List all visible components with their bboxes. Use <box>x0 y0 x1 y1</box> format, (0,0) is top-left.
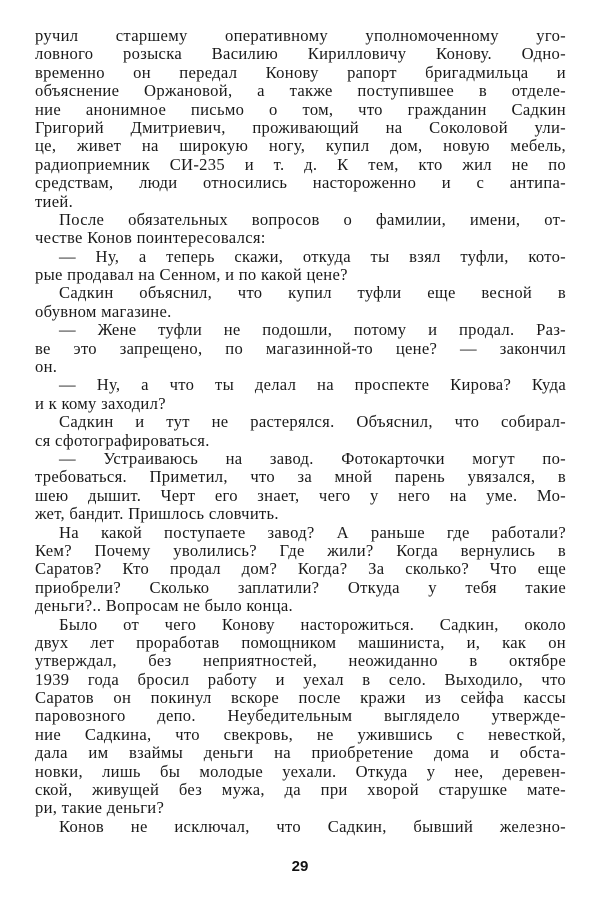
text-line: ние Садкина, что свекровь, не ужившись с невесткой, <box>35 724 566 744</box>
text-line: средствам, люди относились настороженно и с антипа- <box>35 173 566 193</box>
text-line: ние анонимное письмо о том, что гражданин Садкин <box>35 99 566 119</box>
text-line: новки, лишь бы молодые уехали. Откуда у нее, деревен- <box>35 761 566 781</box>
paragraph-first-line: — Устраиваюсь на завод. Фотокарточки могут по- <box>59 448 566 468</box>
text-line: ской, живущей без мужа, да при хворой старушке мате- <box>35 780 566 800</box>
paragraph-first-line: Садкин объяснил, что купил туфли еще весной в <box>59 283 566 303</box>
text-line: Саратов он покинул вскоре после кражи из сейфа кассы <box>35 688 566 708</box>
text-line: и к кому заходил? <box>35 393 166 413</box>
text-line: ручил старшему оперативному уполномоченному уго- <box>35 26 566 45</box>
text-line: ся сфотографироваться. <box>35 430 210 450</box>
text-line: шею дышит. Черт его знает, чего у него на уме. Мо- <box>35 485 566 505</box>
text-line: радиоприемник СИ-235 и т. д. К тем, кто жил не по <box>35 154 566 174</box>
text-line: временно он передал Конову рапорт бригадмильца и <box>35 62 566 82</box>
paragraph-first-line: После обязательных вопросов о фамилии, имени, от- <box>59 209 566 229</box>
text-line: ловного розыска Василию Кирилловичу Конову. Одно- <box>35 44 566 64</box>
page-body-text <box>35 27 566 836</box>
paragraph-first-line: — Жене туфли не подошли, потому и продал. Раз- <box>59 320 566 340</box>
text-line: Григорий Дмитриевич, проживающий на Соколовой ули- <box>35 117 566 137</box>
text-line: обувном магазине. <box>35 301 172 321</box>
text-line: паровозного депо. Неубедительным выглядело утвержде- <box>35 706 566 726</box>
text-line: деньги?.. Вопросам не было конца. <box>35 596 293 616</box>
text-line: дала им взаймы деньги на приобретение дома и обста- <box>35 743 566 763</box>
text-line: приобрели? Сколько заплатили? Откуда у тебя такие <box>35 577 566 597</box>
text-line: Саратов? Кто продал дом? Когда? За сколько? Что еще <box>35 559 566 579</box>
text-line: 1939 года бросил работу и уехал в село. Выходило, что <box>35 669 566 689</box>
text-line: двух лет проработав помощником машиниста, и, как он <box>35 632 566 652</box>
text-line: он. <box>35 357 58 377</box>
text-line: ри, такие деньги? <box>35 798 165 818</box>
paragraph-first-line: Садкин и тут не растерялся. Объяснил, что собирал- <box>59 412 566 432</box>
paragraph-first-line: — Ну, а что ты делал на проспекте Кирова? Куда <box>59 375 566 395</box>
paragraph-first-line: Было от чего Конову насторожиться. Садкин, около <box>59 614 566 634</box>
text-line: ве это запрещено, по магазинной-то цене? — закончил <box>35 338 566 358</box>
paragraph-first-line: Конов не исключал, что Садкин, бывший железно- <box>59 816 566 836</box>
paragraph-first-line: — Ну, а теперь скажи, откуда ты взял туфли, кото- <box>59 246 566 266</box>
text-line: объяснение Оржановой, а также поступившее в отделе- <box>35 81 566 101</box>
text-line: требоваться. Приметил, что за мной парень увязался, в <box>35 467 566 487</box>
text-line: це, живет на широкую ногу, купил дом, новую мебель, <box>35 136 566 156</box>
paragraph-first-line: На какой поступаете завод? А раньше где работали? <box>59 522 566 542</box>
text-line: честве Конов поинтересовался: <box>35 228 266 248</box>
text-line: рые продавал на Сенном, и по какой цене? <box>35 265 348 285</box>
text-line: тией. <box>35 191 74 211</box>
text-line: утверждал, без неприятностей, неожиданно в октябре <box>35 651 566 671</box>
page-number: 29 <box>291 858 309 875</box>
text-line: жет, бандит. Пришлось словчить. <box>35 504 279 524</box>
text-line: Кем? Почему уволились? Где жили? Когда вернулись в <box>35 540 566 560</box>
